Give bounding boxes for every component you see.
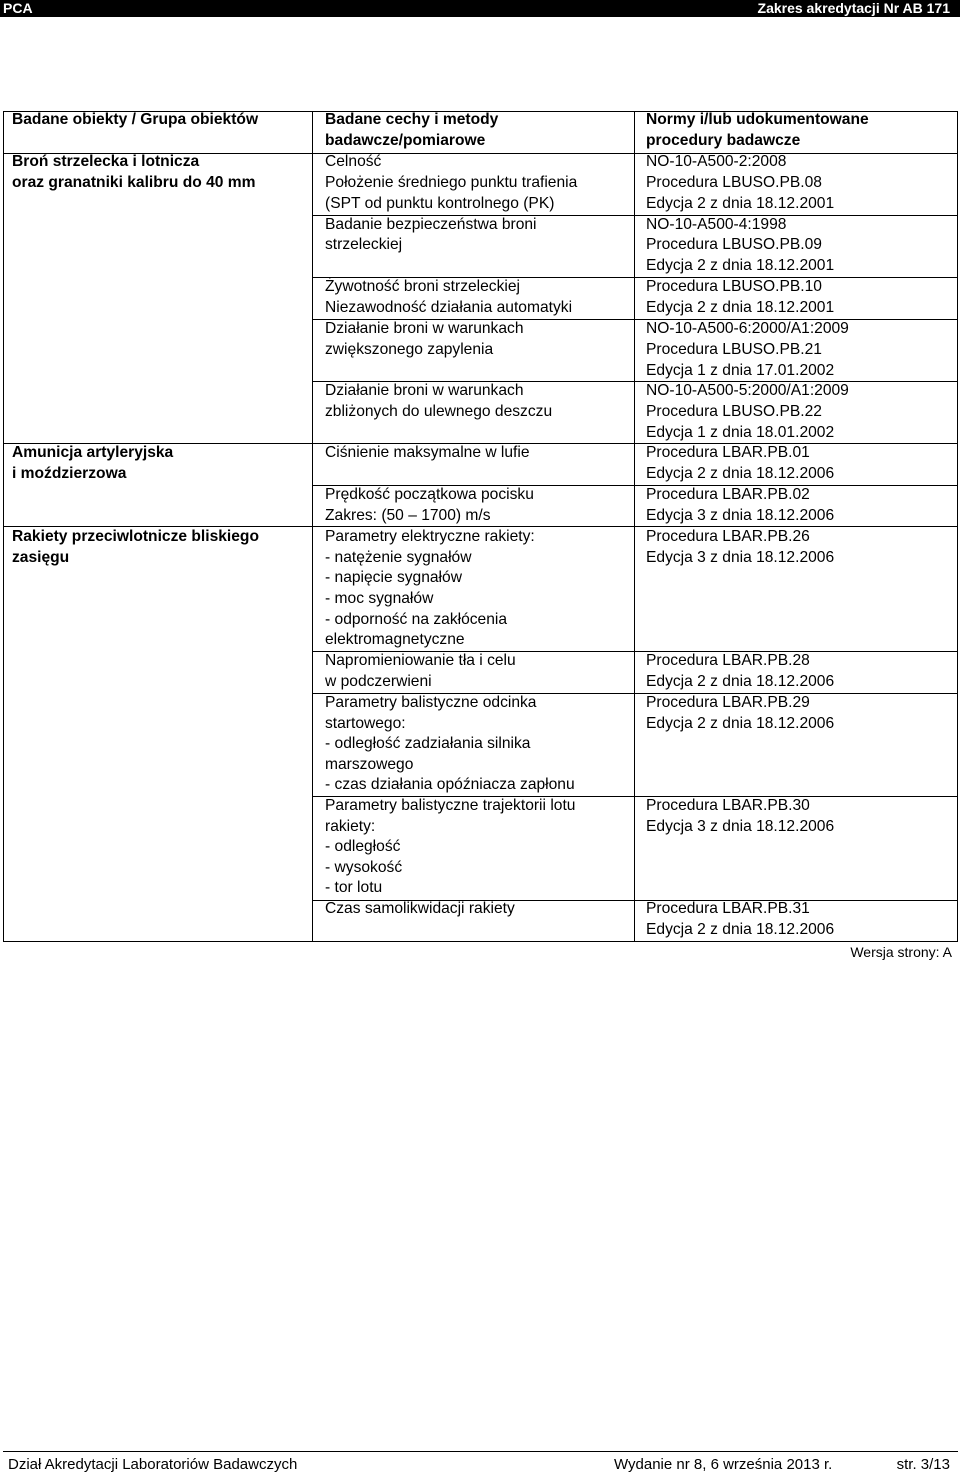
feature-line: - moc sygnałów xyxy=(325,590,434,607)
norm-line: Procedura LBAR.PB.28 xyxy=(646,652,810,669)
feature-line: Ciśnienie maksymalne w lufie xyxy=(325,444,530,461)
feature-line: startowego: xyxy=(325,715,406,732)
norm-line: Edycja 3 z dnia 18.12.2006 xyxy=(646,818,835,835)
feature-line: Prędkość początkowa pocisku xyxy=(325,486,534,503)
norm-line: Procedura LBUSO.PB.08 xyxy=(646,174,822,191)
feature-line: - natężenie sygnałów xyxy=(325,549,472,566)
feature-line: Badanie bezpieczeństwa broni xyxy=(325,216,537,233)
group-small-arms: Broń strzelecka i lotnicza xyxy=(12,153,200,170)
norm-line: Edycja 2 z dnia 18.12.2001 xyxy=(646,299,835,316)
feature-line: zwiększonego zapylenia xyxy=(325,341,494,358)
norm-line: Procedura LBAR.PB.29 xyxy=(646,694,810,711)
feature-line: Niezawodność działania automatyki xyxy=(325,299,573,316)
norm-line: Edycja 1 z dnia 18.01.2002 xyxy=(646,424,835,441)
footer-divider xyxy=(3,1451,958,1452)
norm-line: Edycja 2 z dnia 18.12.2006 xyxy=(646,921,835,938)
footer-page-number: str. 3/13 xyxy=(896,1456,950,1473)
column-header-objects: Badane obiekty / Grupa obiektów xyxy=(12,111,259,128)
header-title: Zakres akredytacji Nr AB 171 xyxy=(757,0,950,16)
norm-line: Edycja 2 z dnia 18.12.2001 xyxy=(646,257,835,274)
feature-line: - wysokość xyxy=(325,859,403,876)
feature-line: (SPT od punktu kontrolnego (PK) xyxy=(325,195,555,212)
feature-line: Czas samolikwidacji rakiety xyxy=(325,900,515,917)
norm-line: Edycja 2 z dnia 18.12.2006 xyxy=(646,715,835,732)
feature-line: elektromagnetyczne xyxy=(325,631,465,648)
group-missiles-2: zasięgu xyxy=(12,549,70,566)
group-ammunition: Amunicja artyleryjska xyxy=(12,444,174,461)
feature-line: - odporność na zakłócenia xyxy=(325,611,508,628)
norm-line: NO-10-A500-2:2008 xyxy=(646,153,787,170)
feature-line: Parametry balistyczne odcinka xyxy=(325,694,537,711)
column-header-features-2: badawcze/pomiarowe xyxy=(325,132,486,149)
norm-line: Edycja 3 z dnia 18.12.2006 xyxy=(646,549,835,566)
norm-line: NO-10-A500-5:2000/A1:2009 xyxy=(646,382,849,399)
norm-line: Procedura LBUSO.PB.22 xyxy=(646,403,822,420)
feature-line: Zakres: (50 – 1700) m/s xyxy=(325,507,491,524)
feature-line: strzeleckiej xyxy=(325,236,403,253)
feature-line: Napromieniowanie tła i celu xyxy=(325,652,516,669)
feature-line: rakiety: xyxy=(325,818,376,835)
column-header-features: Badane cechy i metody xyxy=(325,111,499,128)
footer-department: Dział Akredytacji Laboratoriów Badawczych xyxy=(8,1456,298,1473)
page-header-bar xyxy=(0,0,960,17)
feature-line: w podczerwieni xyxy=(325,673,432,690)
group-ammunition-2: i moździerzowa xyxy=(12,465,127,482)
norm-line: Procedura LBAR.PB.30 xyxy=(646,797,810,814)
feature-line: Działanie broni w warunkach xyxy=(325,382,524,399)
feature-line: Celność xyxy=(325,153,382,170)
norm-line: Procedura LBAR.PB.01 xyxy=(646,444,810,461)
feature-line: Parametry elektryczne rakiety: xyxy=(325,528,535,545)
group-missiles: Rakiety przeciwlotnicze bliskiego xyxy=(12,528,259,545)
norm-line: NO-10-A500-6:2000/A1:2009 xyxy=(646,320,849,337)
page-version: Wersja strony: A xyxy=(850,944,952,960)
feature-line: - odległość xyxy=(325,838,401,855)
norm-line: Procedura LBUSO.PB.09 xyxy=(646,236,822,253)
feature-line: marszowego xyxy=(325,756,414,773)
group-small-arms-2: oraz granatniki kalibru do 40 mm xyxy=(12,174,256,191)
feature-line: Parametry balistyczne trajektorii lotu xyxy=(325,797,576,814)
norm-line: Procedura LBAR.PB.02 xyxy=(646,486,810,503)
column-header-norms-2: procedury badawcze xyxy=(646,132,801,149)
norm-line: Edycja 2 z dnia 18.12.2006 xyxy=(646,673,835,690)
norm-line: Edycja 1 z dnia 17.01.2002 xyxy=(646,362,835,379)
feature-line: - czas działania opóźniacza zapłonu xyxy=(325,776,575,793)
feature-line: - tor lotu xyxy=(325,879,383,896)
header-org: PCA xyxy=(3,0,33,16)
feature-line: Działanie broni w warunkach xyxy=(325,320,524,337)
footer-edition: Wydanie nr 8, 6 września 2013 r. xyxy=(614,1456,833,1473)
feature-line: zbliżonych do ulewnego deszczu xyxy=(325,403,553,420)
norm-line: Procedura LBAR.PB.31 xyxy=(646,900,810,917)
feature-line: - odległość zadziałania silnika xyxy=(325,735,531,752)
norm-line: Edycja 2 z dnia 18.12.2001 xyxy=(646,195,835,212)
norm-line: Procedura LBAR.PB.26 xyxy=(646,528,810,545)
norm-line: Procedura LBUSO.PB.10 xyxy=(646,278,822,295)
norm-line: Edycja 2 z dnia 18.12.2006 xyxy=(646,465,835,482)
norm-line: Edycja 3 z dnia 18.12.2006 xyxy=(646,507,835,524)
norm-line: NO-10-A500-4:1998 xyxy=(646,216,787,233)
feature-line: Żywotność broni strzeleckiej xyxy=(325,278,520,295)
norm-line: Procedura LBUSO.PB.21 xyxy=(646,341,822,358)
feature-line: - napięcie sygnałów xyxy=(325,569,462,586)
feature-line: Położenie średniego punktu trafienia xyxy=(325,174,578,191)
column-header-norms: Normy i/lub udokumentowane xyxy=(646,111,869,128)
